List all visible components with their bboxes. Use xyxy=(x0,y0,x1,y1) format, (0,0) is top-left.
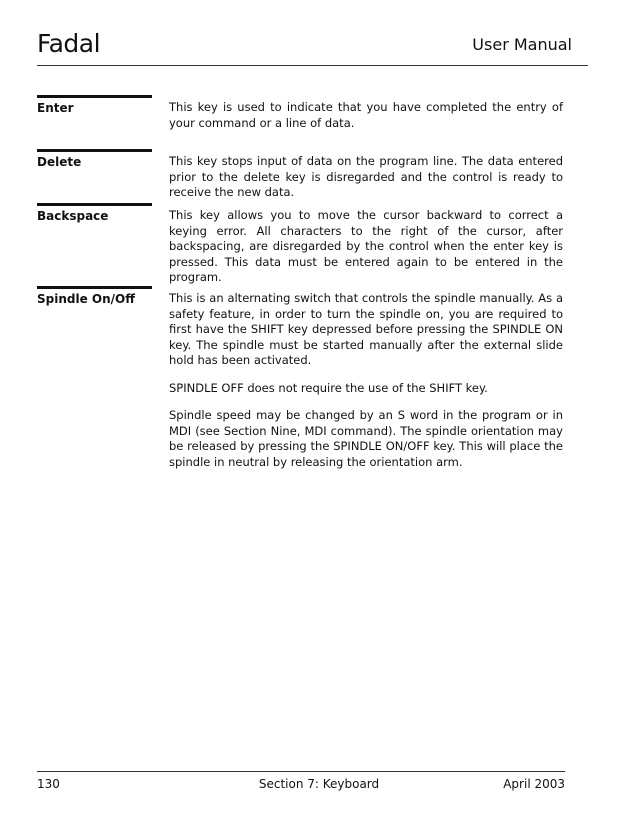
term-description xyxy=(169,208,563,298)
footer-section: Section 7: Keyboard xyxy=(258,777,380,791)
document-title: User Manual xyxy=(472,35,572,54)
page-number: 130 xyxy=(37,777,60,791)
term-rule xyxy=(37,203,152,206)
description-paragraph: Spindle speed may be changed by an S word in the program or in MDI (see Section Nine, MDI command). The spindle orientation may be released by pressing the SPINDLE ON/OFF key. This will place the spindle in neutral by releasing the orientation arm. xyxy=(169,408,563,469)
description-paragraph: This key is used to indicate that you have completed the entry of your command or a line of data. xyxy=(169,100,563,130)
description-paragraph: This key stops input of data on the program line. The data entered prior to the delete key is disregarded and the control is ready to receive the new data. xyxy=(169,154,563,199)
term-rule xyxy=(37,286,152,289)
description-paragraph: This key allows you to move the cursor backward to correct a keying error. All characters to the right of the cursor, after backspacing, are disregarded by the control when the enter key is pressed. This data must be entered again to be entered in the program. xyxy=(169,208,563,284)
description-paragraph: This is an alternating switch that controls the spindle manually. As a safety feature, in order to turn the spindle on, you are required to first have the SHIFT key depressed before pressing the SPINDLE ON key. The spindle must be started manually after the external slide hold has been activated. xyxy=(169,291,563,367)
term-rule xyxy=(37,149,152,152)
brand-logo-text: Fadal xyxy=(37,29,101,58)
term-description xyxy=(169,154,563,213)
header-divider xyxy=(37,65,588,66)
term-label: Spindle On/Off xyxy=(37,292,135,306)
term-description xyxy=(169,291,563,482)
footer-date: April 2003 xyxy=(503,777,565,791)
footer-divider xyxy=(37,771,565,772)
term-description xyxy=(169,100,563,143)
term-label: Enter xyxy=(37,101,74,115)
description-paragraph: SPINDLE OFF does not require the use of the SHIFT key. xyxy=(169,380,488,395)
term-label: Delete xyxy=(37,155,82,169)
term-rule xyxy=(37,95,152,98)
term-label: Backspace xyxy=(37,209,109,223)
